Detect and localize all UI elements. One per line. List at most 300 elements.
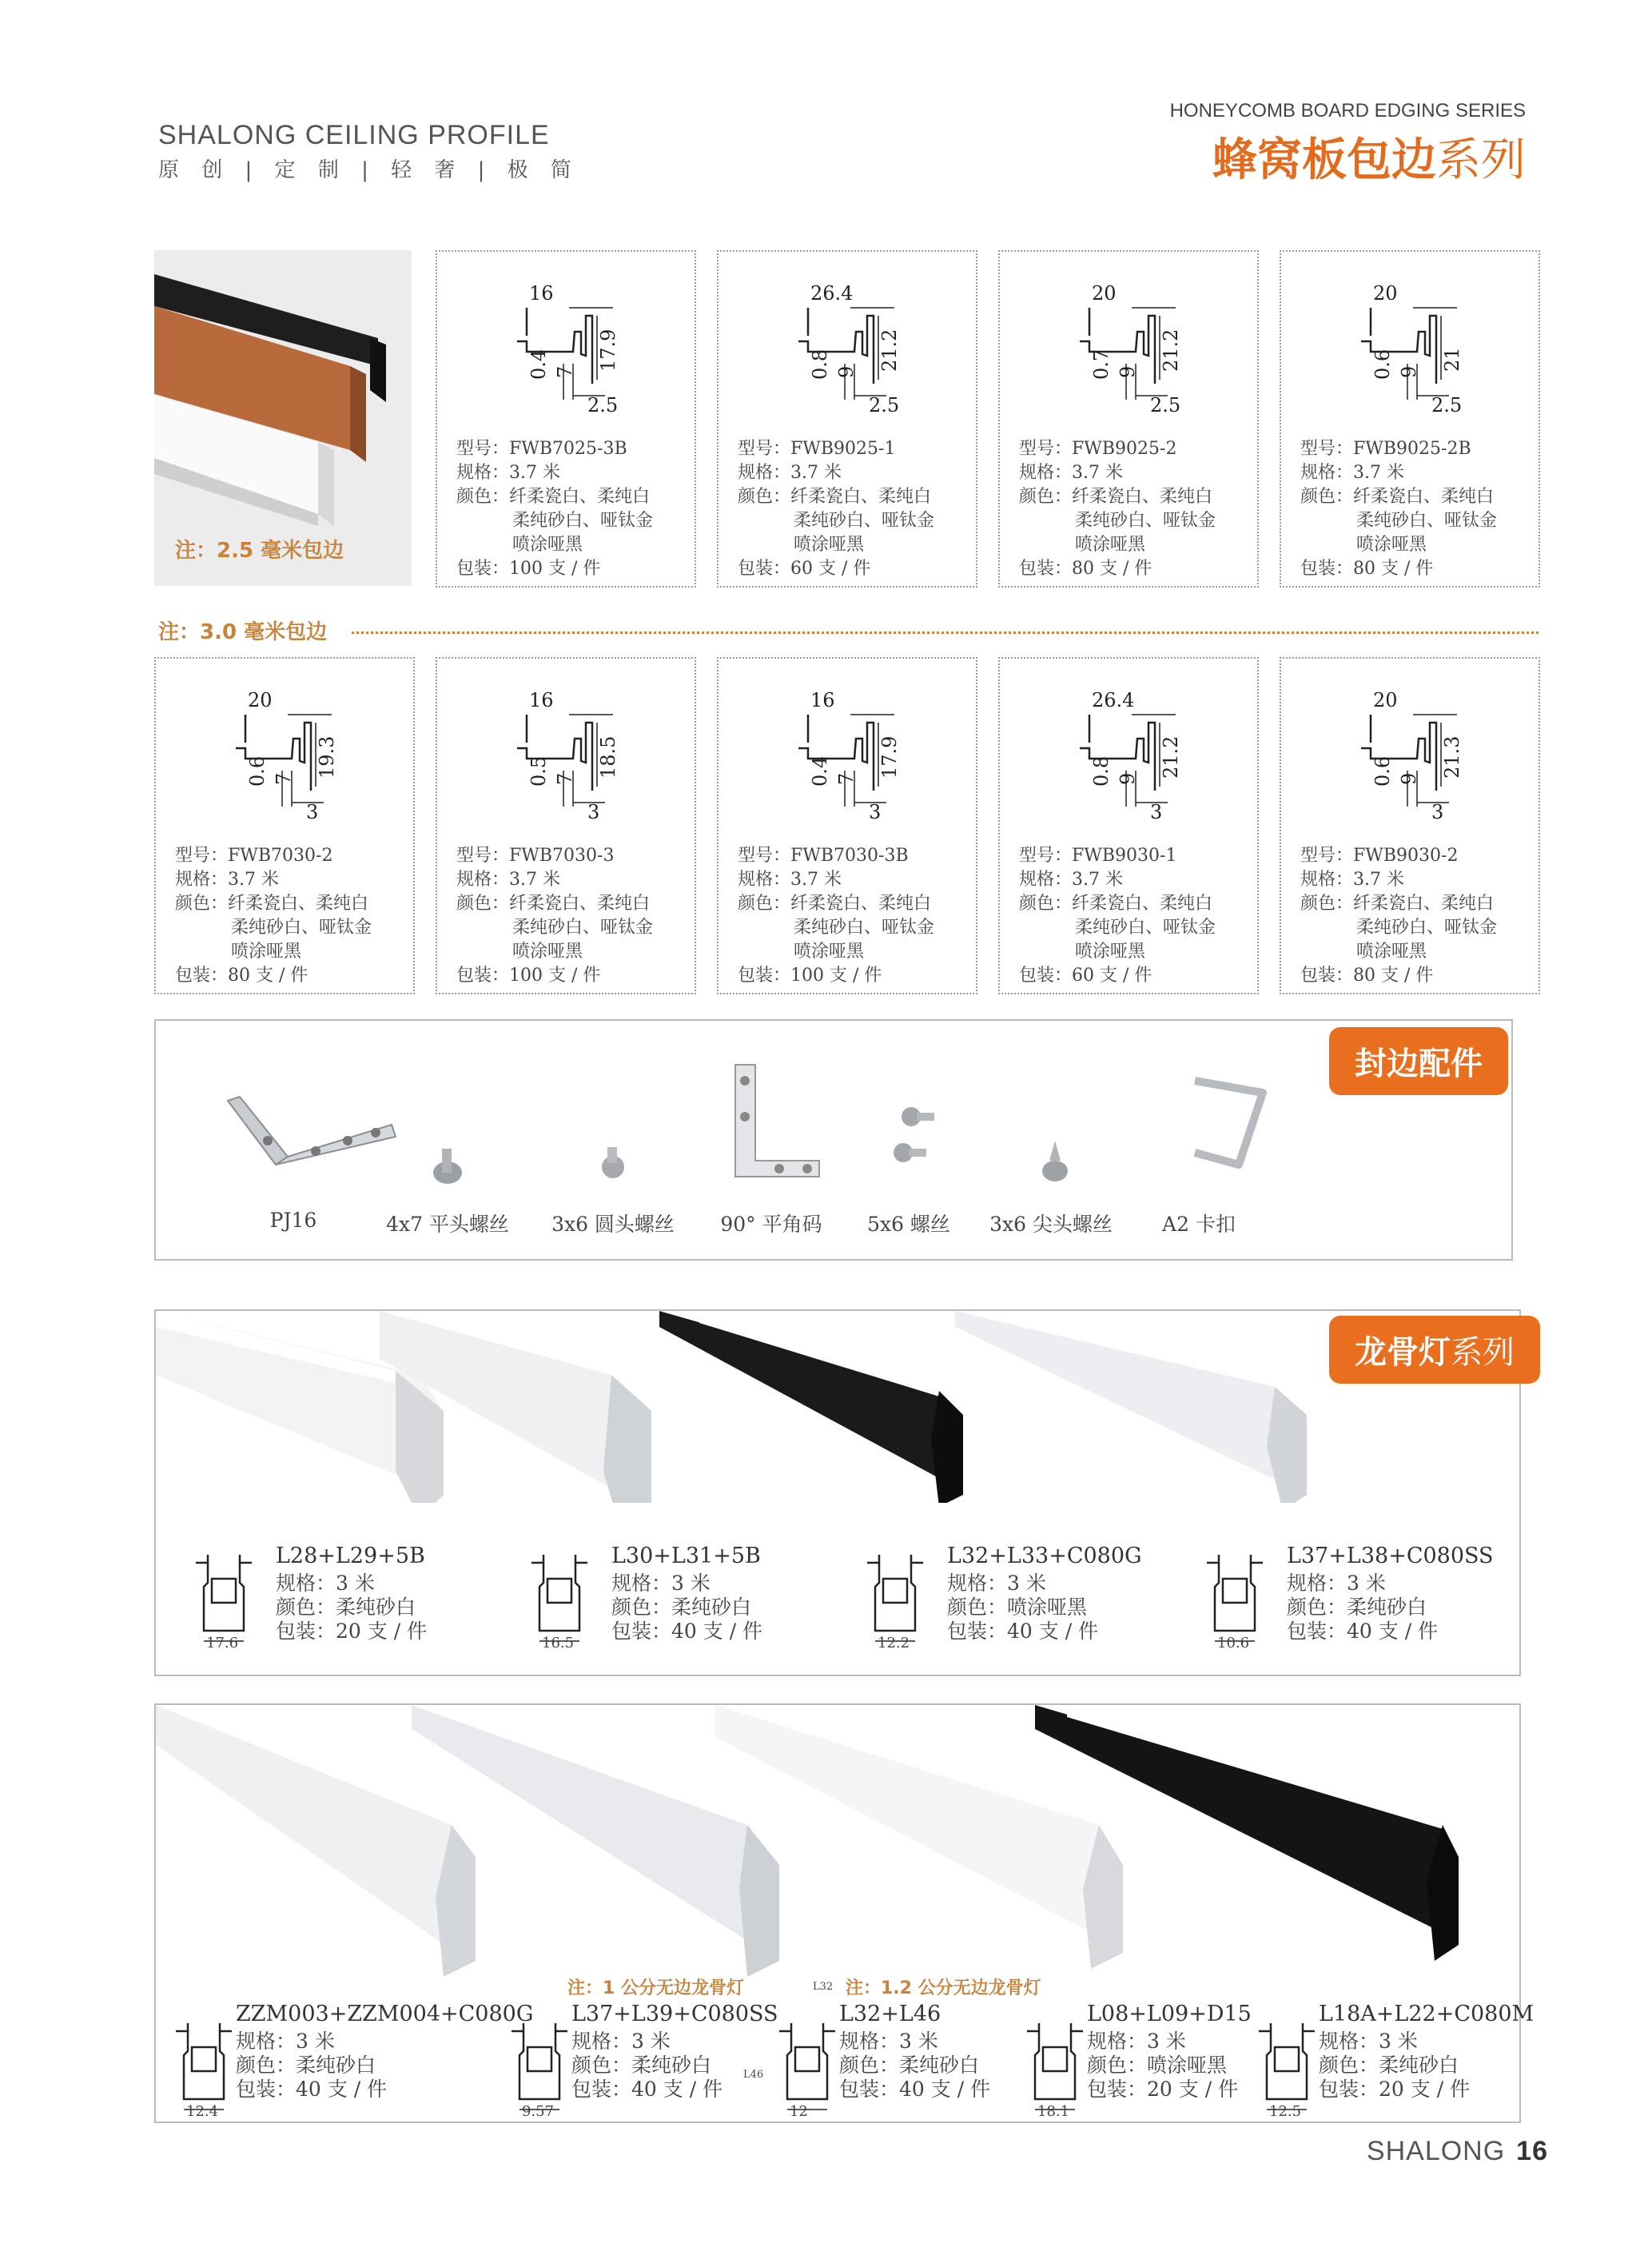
spec-pack-value: 20 支 / 件 — [1147, 2078, 1239, 2101]
dimension-label: 7 — [273, 772, 295, 785]
spec-length-value: 3.7 米 — [790, 463, 842, 483]
dimension-label: 7 — [554, 772, 576, 785]
round-head-screw-icon — [602, 1147, 624, 1178]
spec-color-value: 纤柔瓷白、柔纯白 — [1353, 894, 1495, 914]
spec-length-value: 3.7 米 — [1353, 870, 1404, 890]
spec-model — [1019, 437, 1216, 461]
spec-pack-value: 40 支 / 件 — [296, 2078, 388, 2101]
spec-color-value: 纤柔瓷白、柔纯白 — [509, 894, 651, 914]
spec-pack-label: 包装： — [175, 966, 229, 986]
spec-length-value: 3.7 米 — [509, 463, 560, 483]
spec-pack — [276, 1620, 427, 1643]
spec-length-label: 规格： — [611, 1572, 672, 1595]
profile-cross-section-diagram — [156, 659, 412, 835]
spec-pack-label: 包装： — [738, 559, 791, 579]
spec-length-value: 3 米 — [296, 2030, 335, 2053]
spec-pack-label: 包装： — [1019, 559, 1073, 579]
dimension-label: 20 — [1373, 689, 1398, 711]
spec-pack-label: 包装： — [456, 559, 510, 579]
spec-color — [738, 892, 934, 916]
flat-angle-bracket-icon — [735, 1065, 819, 1177]
spec-length — [571, 2030, 778, 2054]
dimension-label: 0.5 — [527, 755, 550, 787]
spec-color-label: 颜色： — [1287, 1596, 1347, 1619]
dimension-label: 0.4 — [527, 349, 550, 380]
profile-width-label: 12 — [790, 2103, 808, 2120]
spec-color-value: 柔纯砂白 — [671, 1596, 752, 1619]
spec-pack-value: 100 支 / 件 — [509, 966, 601, 986]
product-card — [154, 657, 415, 994]
spec-block — [456, 844, 653, 988]
keel-product-name: L37+L39+C080SS — [571, 2002, 778, 2026]
spec-pack-label: 包装： — [456, 966, 510, 986]
spec-pack — [738, 557, 934, 581]
spec-color-label: 颜色： — [738, 894, 791, 914]
keel-product-name: L28+L29+5B — [276, 1544, 425, 1568]
light-strip-3-black-icon — [659, 1311, 963, 1503]
pj16-bracket-icon — [228, 1097, 396, 1165]
dimension-label: 2.5 — [869, 394, 900, 416]
keel-series-tag — [1329, 1316, 1540, 1384]
profile-cross-section-diagram — [437, 659, 693, 835]
keel-product-name: L30+L31+5B — [611, 1544, 761, 1568]
spec-pack — [1319, 2078, 1534, 2102]
dimension-label: 9 — [835, 365, 858, 378]
spec-length-label: 规格： — [1019, 870, 1073, 890]
spec-length-label: 规格： — [236, 2030, 297, 2053]
spec-color-label: 颜色： — [1087, 2054, 1148, 2077]
spec-color-label: 颜色： — [1319, 2054, 1379, 2077]
keel-product-name: L08+L09+D15 — [1087, 2002, 1252, 2026]
spec-length-label: 规格： — [738, 463, 791, 483]
pointed-screw-icon — [1042, 1141, 1068, 1181]
keel-product — [1087, 2002, 1252, 2102]
spec-color — [1300, 892, 1497, 916]
spec-color — [236, 2054, 533, 2078]
light-strip-4-icon — [955, 1311, 1307, 1503]
keel-light-photos-1 — [156, 1311, 1519, 1503]
spec-color-line-3: 喷涂哑黑 — [1075, 535, 1146, 555]
spec-pack-label: 包装： — [1300, 559, 1354, 579]
profile-cross-section-diagram — [1000, 659, 1256, 835]
spec-length — [1287, 1572, 1494, 1596]
spec-color-label: 颜色： — [1019, 894, 1073, 914]
spec-length-label: 规格： — [1287, 1572, 1347, 1595]
accessory-label: 5x6 螺丝 — [867, 1213, 950, 1236]
spec-color-line-3: 喷涂哑黑 — [512, 942, 583, 962]
dimension-label: 0.6 — [1371, 755, 1394, 787]
spec-color — [1087, 2054, 1252, 2078]
series-title-zh — [1212, 125, 1526, 189]
spec-color-value: 柔纯砂白 — [1379, 2054, 1459, 2077]
keel-light-panel-1 — [154, 1309, 1521, 1676]
spec-length-label: 规格： — [175, 870, 229, 890]
spec-length-value: 3 米 — [671, 1572, 711, 1595]
spec-length-label: 规格： — [456, 870, 510, 890]
spec-color-line-3: 喷涂哑黑 — [794, 942, 865, 962]
brand-tagline: 原 创 | 定 制 | 轻 奢 | 极 简 — [158, 158, 579, 182]
spec-model-value: FWB9025-1 — [790, 439, 896, 459]
profile-cross-section-diagram — [1281, 252, 1537, 428]
spec-length-label: 规格： — [1300, 870, 1354, 890]
spec-length — [738, 461, 934, 485]
spec-length — [1300, 461, 1497, 485]
dimension-label: 2.5 — [1431, 394, 1463, 416]
spec-length — [276, 1572, 427, 1596]
spec-pack — [1287, 1620, 1494, 1643]
spec-length-value: 3.7 米 — [509, 870, 560, 890]
spec-model — [456, 844, 653, 868]
accessory-label: 90° 平角码 — [720, 1213, 822, 1236]
dimension-label: 26.4 — [810, 282, 854, 305]
spec-color-label: 颜色： — [175, 894, 229, 914]
spec-color-line-2: 柔纯砂白、哑钛金 — [1075, 918, 1216, 938]
spec-length-value: 3.7 米 — [1353, 463, 1404, 483]
spec-model — [738, 844, 934, 868]
spec-pack-label: 包装： — [611, 1620, 672, 1643]
dimension-label: 16 — [529, 282, 554, 305]
keel-tag-light: 系列 — [1451, 1334, 1515, 1371]
product-card — [1280, 657, 1540, 994]
spec-color — [1300, 485, 1497, 509]
note-3-0mm: 注：3.0 毫米包边 — [158, 620, 328, 644]
spec-length-label: 规格： — [456, 463, 510, 483]
spec-color-label: 颜色： — [571, 2054, 632, 2077]
spec-color-value: 柔纯砂白 — [631, 2054, 712, 2077]
spec-pack — [456, 964, 653, 988]
spec-model-value: FWB7030-3B — [790, 846, 909, 866]
dimension-label: 0.6 — [246, 755, 269, 787]
series-title-bold: 蜂窝板包边 — [1212, 134, 1436, 186]
spec-pack-label: 包装： — [1019, 966, 1073, 986]
spec-length-label: 规格： — [1319, 2030, 1379, 2053]
keel-light-photos-2 — [156, 1705, 1519, 1977]
spec-length-label: 规格： — [1300, 463, 1354, 483]
spec-block — [175, 844, 372, 988]
spec-length-label: 规格： — [276, 1572, 336, 1595]
spec-color-label: 颜色： — [456, 894, 510, 914]
spec-pack-value: 60 支 / 件 — [1072, 966, 1152, 986]
profile-width-label: 12.5 — [1269, 2103, 1302, 2120]
spec-length-label: 规格： — [1087, 2030, 1148, 2053]
spec-pack-value: 60 支 / 件 — [790, 559, 871, 579]
dimension-label: 21.2 — [1160, 329, 1182, 372]
accessories-tag: 封边配件 — [1329, 1027, 1508, 1095]
dimension-label: 9 — [1398, 772, 1420, 785]
keel-product — [571, 2002, 778, 2102]
spec-model — [1300, 437, 1497, 461]
spec-model-label: 型号： — [738, 846, 791, 866]
spec-length-value: 3.7 米 — [790, 870, 842, 890]
spec-length — [1087, 2030, 1252, 2054]
spec-model — [175, 844, 372, 868]
spec-color-label: 颜色： — [236, 2054, 297, 2077]
dimension-label: 3 — [1150, 801, 1163, 823]
spec-pack-label: 包装： — [236, 2078, 297, 2101]
spec-model-value: FWB7030-3 — [509, 846, 615, 866]
spec-pack — [1300, 964, 1497, 988]
light-strip-5-icon — [156, 1705, 476, 1977]
spec-color-label: 颜色： — [276, 1596, 336, 1619]
keel-product-name: L32+L46 — [839, 2002, 941, 2026]
spec-pack — [839, 2078, 990, 2102]
spec-pack — [236, 2078, 533, 2102]
spec-color — [1287, 1596, 1494, 1620]
spec-pack-label: 包装： — [1300, 966, 1354, 986]
accessory-label: 4x7 平头螺丝 — [386, 1213, 509, 1236]
spec-block — [1300, 437, 1497, 581]
product-card — [717, 657, 977, 994]
spec-block — [738, 437, 934, 581]
spec-length-value: 3 米 — [899, 2030, 938, 2053]
keel-product-name: L32+L33+C080G — [947, 1544, 1142, 1568]
spec-pack — [611, 1620, 762, 1643]
spec-length-value: 3 米 — [336, 1572, 375, 1595]
spec-block — [1019, 844, 1216, 988]
spec-length-value: 3 米 — [1147, 2030, 1186, 2053]
keel-product — [1319, 2002, 1534, 2102]
spec-color-value: 喷涂哑黑 — [1007, 1596, 1088, 1619]
spec-color-line-2: 柔纯砂白、哑钛金 — [512, 918, 654, 938]
spec-pack-value: 80 支 / 件 — [1353, 559, 1434, 579]
spec-color-value: 柔纯砂白 — [899, 2054, 980, 2077]
spec-pack-label: 包装： — [947, 1620, 1008, 1643]
series-title-en: HONEYCOMB BOARD EDGING SERIES — [1169, 100, 1526, 122]
spec-color-line-3: 喷涂哑黑 — [1075, 942, 1146, 962]
keel-product — [947, 1544, 1142, 1643]
spec-model-value: FWB7025-3B — [509, 439, 627, 459]
spec-model-label: 型号： — [456, 439, 510, 459]
dimension-label: 3 — [306, 801, 319, 823]
spec-model-value: FWB9025-2B — [1353, 439, 1471, 459]
accessories-illustrations — [156, 1021, 1515, 1262]
dimension-label: 17.9 — [597, 329, 619, 372]
spec-pack — [1019, 557, 1216, 581]
dimension-label: 20 — [248, 689, 273, 711]
keel-product — [839, 2002, 990, 2102]
profile-width-label: 9.57 — [522, 2103, 555, 2120]
spec-pack — [1300, 557, 1497, 581]
spec-color — [1019, 892, 1216, 916]
dimension-label: 3 — [587, 801, 600, 823]
profile-cross-section-diagram — [719, 252, 974, 428]
spec-model-label: 型号： — [1300, 846, 1354, 866]
product-card — [436, 657, 696, 994]
spec-pack-label: 包装： — [571, 2078, 632, 2101]
spec-color — [611, 1596, 762, 1620]
spec-model-value: FWB9030-2 — [1353, 846, 1459, 866]
a2-clip-icon — [1195, 1081, 1263, 1165]
spec-length — [1019, 868, 1216, 892]
dimension-label: 18.5 — [597, 735, 619, 779]
note-1-2cm-frameless: 注：1.2 公分无边龙骨灯 — [846, 1978, 1041, 1998]
spec-pack-label: 包装： — [738, 966, 791, 986]
spec-color-line-3: 喷涂哑黑 — [512, 535, 583, 555]
spec-length-value: 3.7 米 — [1072, 463, 1123, 483]
profile-cross-section-diagram — [1281, 659, 1537, 835]
dimension-label: 0.4 — [809, 755, 831, 787]
spec-length — [456, 461, 653, 485]
flat-head-screw-icon — [433, 1149, 462, 1184]
spec-length-value: 3 米 — [1379, 2030, 1418, 2053]
dimension-label: 16 — [529, 689, 554, 711]
spec-pack — [456, 557, 653, 581]
spec-pack — [175, 964, 372, 988]
dimension-label: 3 — [1431, 801, 1444, 823]
note-1cm-frameless: 注：1 公分无边龙骨灯 — [567, 1978, 744, 1998]
spec-length — [236, 2030, 533, 2054]
spec-length — [839, 2030, 990, 2054]
brand-title: SHALONG CEILING PROFILE — [158, 120, 550, 150]
spec-length — [1319, 2030, 1534, 2054]
spec-block — [456, 437, 653, 581]
profile-width-label: 16.5 — [542, 1635, 575, 1651]
spec-color-value: 纤柔瓷白、柔纯白 — [509, 487, 651, 507]
spec-color-value: 纤柔瓷白、柔纯白 — [790, 894, 932, 914]
spec-color — [839, 2054, 990, 2078]
spec-model-label: 型号： — [1300, 439, 1354, 459]
page-footer — [1367, 2136, 1548, 2167]
dimension-label: 2.5 — [587, 394, 619, 416]
profile-cross-section-diagram — [719, 659, 974, 835]
spec-color-line-3: 喷涂哑黑 — [1356, 942, 1427, 962]
spec-model-label: 型号： — [456, 846, 510, 866]
spec-length-label: 规格： — [571, 2030, 632, 2053]
spec-color-line-2: 柔纯砂白、哑钛金 — [794, 918, 935, 938]
keel-product — [611, 1544, 762, 1643]
spec-pack-value: 80 支 / 件 — [1353, 966, 1434, 986]
keel-product-name: L18A+L22+C080M — [1319, 2002, 1535, 2026]
spec-block — [1300, 844, 1497, 988]
note-2-5mm: 注：2.5 毫米包边 — [175, 539, 344, 563]
profile-width-label: 10.6 — [1217, 1635, 1250, 1651]
keel-light-panel-2 — [154, 1703, 1535, 2123]
spec-pack-label: 包装： — [1087, 2078, 1148, 2101]
spec-length-label: 规格： — [839, 2030, 900, 2053]
spec-model — [1300, 844, 1497, 868]
dimension-label: 17.9 — [878, 735, 901, 779]
dimension-label: 7 — [554, 365, 576, 378]
footer-brand: SHALONG — [1366, 2136, 1506, 2166]
spec-color-line-2: 柔纯砂白、哑钛金 — [1356, 918, 1498, 938]
spec-length — [1019, 461, 1216, 485]
profile-width-label: 12.4 — [186, 2103, 219, 2120]
spec-color-label: 颜色： — [611, 1596, 672, 1619]
dimension-label: 20 — [1373, 282, 1398, 305]
dimension-label: 21.2 — [1160, 735, 1182, 779]
spec-color-label: 颜色： — [839, 2054, 900, 2077]
product-card — [998, 250, 1259, 588]
profile-width-label: 17.6 — [206, 1635, 239, 1651]
spec-length-label: 规格： — [947, 1572, 1008, 1595]
spec-pack-value: 20 支 / 件 — [1379, 2078, 1471, 2101]
dimension-label: 21 — [1441, 347, 1463, 372]
spec-pack-label: 包装： — [839, 2078, 900, 2101]
spec-color — [175, 892, 372, 916]
dimension-label: 7 — [835, 772, 858, 785]
dimension-label: 0.8 — [1090, 755, 1113, 787]
profile-cross-section-diagram — [1000, 252, 1256, 428]
product-card — [717, 250, 977, 588]
spec-model-value: FWB9025-2 — [1072, 439, 1177, 459]
dimension-label: 19.3 — [316, 735, 338, 779]
spec-model — [456, 437, 653, 461]
spec-model-label: 型号： — [738, 439, 791, 459]
spec-pack — [1019, 964, 1216, 988]
spec-color — [456, 485, 653, 509]
spec-length-label: 规格： — [738, 870, 791, 890]
spec-color-value: 纤柔瓷白、柔纯白 — [1072, 894, 1213, 914]
spec-color — [947, 1596, 1142, 1620]
dimension-label: 20 — [1092, 282, 1117, 305]
dimension-label: 9 — [1117, 365, 1139, 378]
spec-color-line-3: 喷涂哑黑 — [231, 942, 302, 962]
product-card — [436, 250, 696, 588]
keel-product-name: L37+L38+C080SS — [1287, 1544, 1494, 1568]
divider-dotted — [352, 631, 1539, 634]
dimension-label: 0.8 — [809, 349, 831, 380]
profile-width-label: 12.2 — [878, 1635, 910, 1651]
spec-color-value: 柔纯砂白 — [296, 2054, 376, 2077]
spec-length-label: 规格： — [1019, 463, 1073, 483]
spec-color-label: 颜色： — [1019, 487, 1073, 507]
spec-length — [947, 1572, 1142, 1596]
label-l32: L32 — [813, 1981, 834, 1993]
spec-block — [1019, 437, 1216, 581]
spec-pack-label: 包装： — [1319, 2078, 1379, 2101]
spec-length-value: 3.7 米 — [228, 870, 279, 890]
dimension-label: 26.4 — [1092, 689, 1135, 711]
spec-color — [276, 1596, 427, 1620]
series-title-light: 系列 — [1436, 134, 1526, 186]
accessory-label: A2 卡扣 — [1162, 1213, 1236, 1236]
product-card — [1280, 250, 1540, 588]
spec-pack — [947, 1620, 1142, 1643]
spec-length — [175, 868, 372, 892]
spec-pack-value: 20 支 / 件 — [336, 1620, 428, 1643]
spec-length — [456, 868, 653, 892]
spec-pack — [738, 964, 934, 988]
dimension-label: 2.5 — [1150, 394, 1181, 416]
spec-model — [1019, 844, 1216, 868]
spec-length — [738, 868, 934, 892]
spec-length-value: 3 米 — [1007, 1572, 1046, 1595]
keel-tag-bold: 龙骨灯 — [1355, 1334, 1451, 1371]
spec-color-line-2: 柔纯砂白、哑钛金 — [1075, 511, 1216, 531]
dimension-label: 16 — [810, 689, 835, 711]
dimension-label: 21.2 — [878, 329, 901, 372]
spec-color-label: 颜色： — [456, 487, 510, 507]
spec-color-label: 颜色： — [1300, 487, 1354, 507]
keel-product — [1287, 1544, 1494, 1643]
spec-color-label: 颜色： — [1300, 894, 1354, 914]
spec-pack-label: 包装： — [1287, 1620, 1347, 1643]
5x6-screw-icon — [894, 1107, 934, 1162]
spec-pack — [1087, 2078, 1252, 2102]
accessory-label: 3x6 尖头螺丝 — [989, 1213, 1113, 1236]
spec-color-value: 喷涂哑黑 — [1147, 2054, 1228, 2077]
spec-pack-value: 40 支 / 件 — [1347, 1620, 1439, 1643]
product-card — [998, 657, 1259, 994]
spec-model-label: 型号： — [1019, 846, 1073, 866]
spec-color-value: 柔纯砂白 — [336, 1596, 416, 1619]
dimension-label: 9 — [1117, 772, 1139, 785]
spec-color-label: 颜色： — [738, 487, 791, 507]
page-number: 16 — [1516, 2136, 1548, 2166]
product-photo — [154, 250, 412, 586]
spec-block — [738, 844, 934, 988]
dimension-label: 0.7 — [1090, 349, 1113, 380]
